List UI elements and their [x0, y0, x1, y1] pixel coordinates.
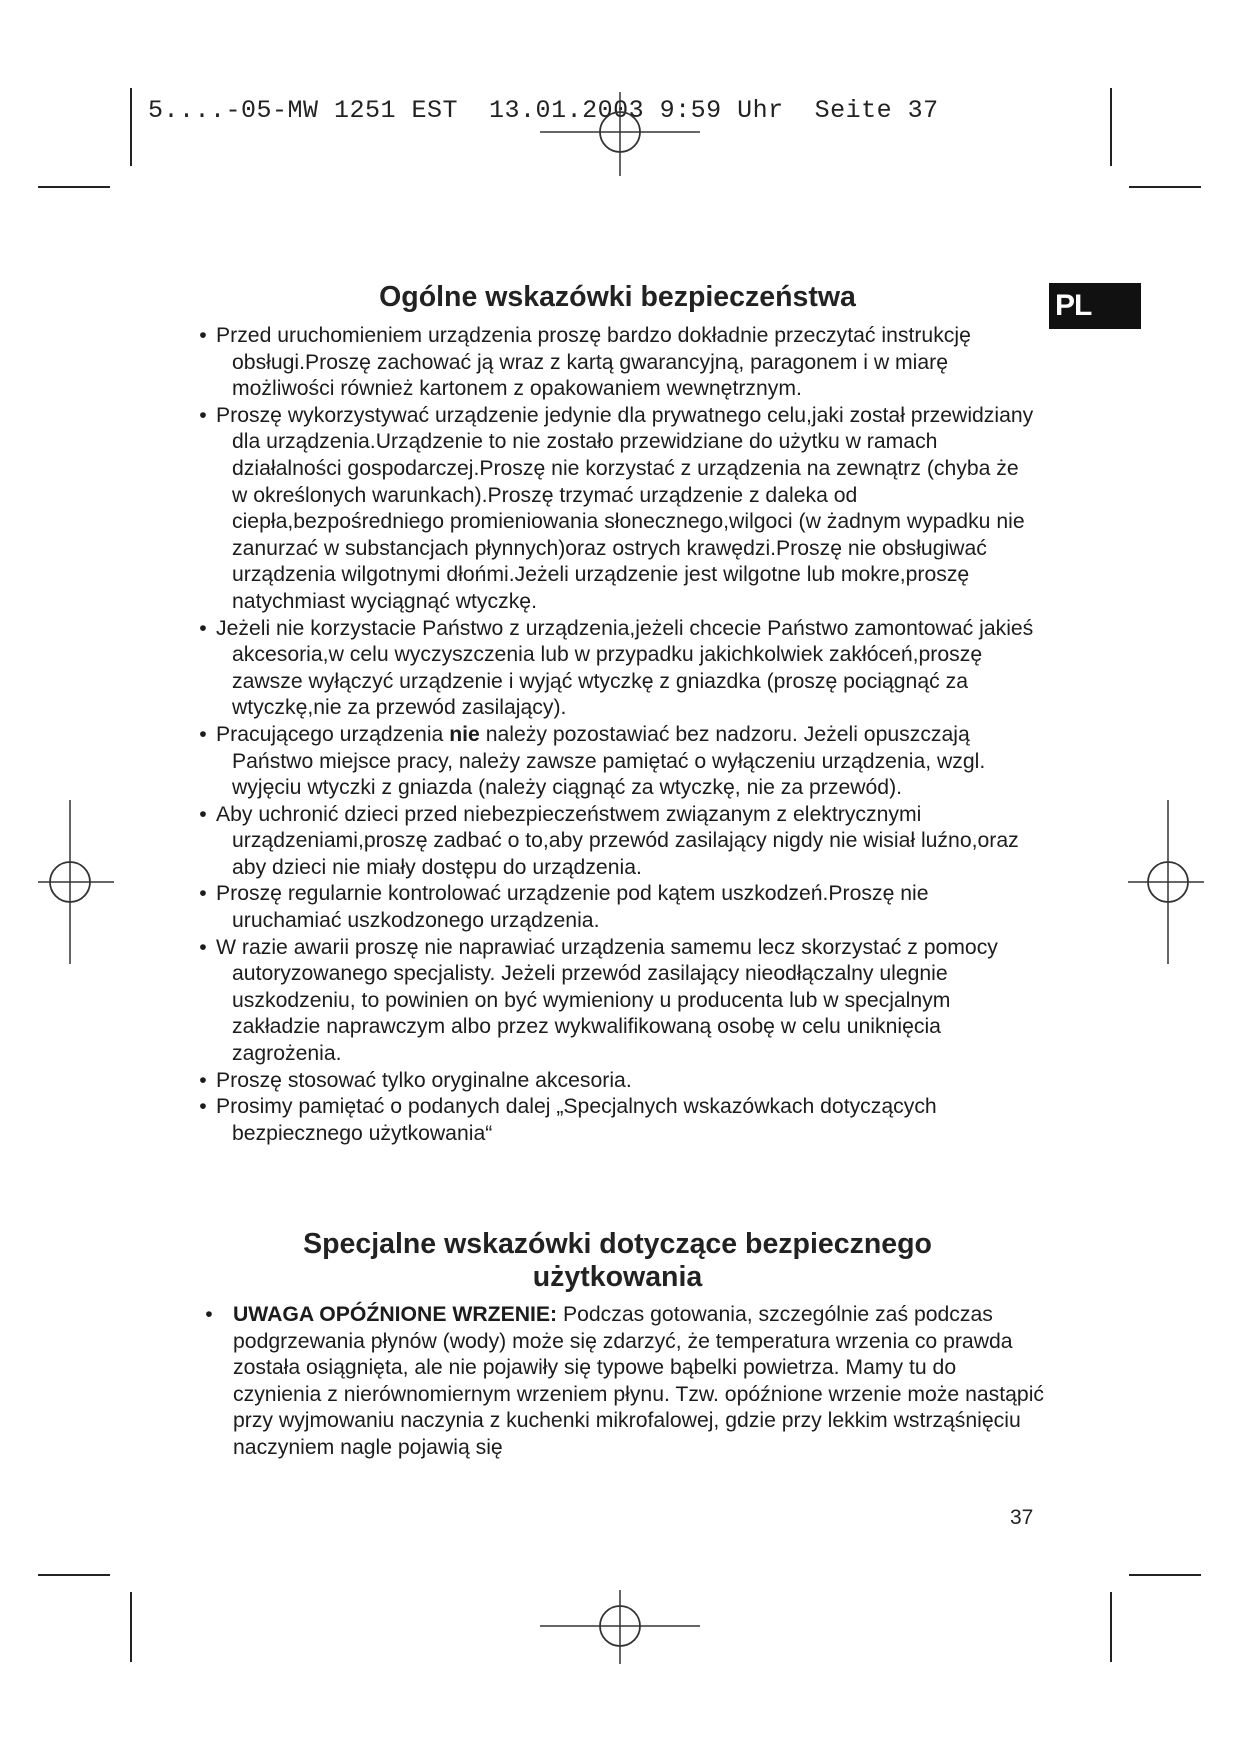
text-part: należy pozostawiać bez nadzoru. Jeżeli opuszczają Państwo miejsce pracy, należy zawsze pamiętać o wyłączeniu urządzenia, wzgl. wyjęciu wtyczki z gniazda (należy ciągnąć za wtyczkę, nie za przewód). [232, 722, 986, 800]
list-item [190, 1094, 1035, 1147]
general-safety-list [190, 323, 1035, 1147]
list-item-text: Proszę stosować tylko oryginalne akcesoria. [216, 1068, 632, 1092]
list-item-text: Proszę regularnie kontrolować urządzenie pod kątem uszkodzeń.Proszę nie uruchamiać uszkodzonego urządzenia. [216, 882, 929, 933]
list-item [190, 403, 1035, 616]
list-item-text: Aby uchronić dzieci przed niebezpieczeństwem związanym z elektrycznymi urządzeniami,proszę zadbać o to,aby przewód zasilający nigdy nie wisiał luźno,oraz aby dzieci nie miały dostępu do urządzenia. [216, 802, 1019, 879]
emphasis: UWAGA OPÓŹNIONE WRZENIE: [233, 1303, 558, 1326]
page-number: 37 [1010, 1506, 1034, 1529]
crop-mark [1110, 1592, 1112, 1662]
list-item-text: Proszę wykorzystywać urządzenie jedynie dla prywatnego celu,jaki został przewidziany dla urządzenia.Urządzenie to nie zostało przewidziane do użytku w ramach działalności gospodarczej.Proszę nie korzystać z urządzenia na zewnątrz (chyba że w określonych warunkach).Proszę trzymać urządzenie z daleka od ciepła,bezpośredniego promieniowania słonecznego,wilgoci (w żadnym wypadku nie zanurzać w substancjach płynnych)oraz ostrych krawędzi.Proszę nie obsługiwać urządzenia wilgotnymi dłońmi.Jeżeli urządzenie jest wilgotne lub mokre,proszę natychmiast wyciągnąć wtyczkę. [216, 403, 1034, 613]
crop-mark [1110, 88, 1112, 166]
list-item [190, 616, 1035, 722]
bullet: • [199, 324, 207, 347]
list-item [190, 1068, 1035, 1095]
special-safety-list [200, 1302, 1045, 1462]
list-item-text: W razie awarii proszę nie naprawiać urządzenia samemu lecz skorzystać z pomocy autoryzowanego specjalisty. Jeżeli przewód zasilający nieodłączalny ulegnie uszkodzeniu, to powinien on być wymieniony u producenta lub w specjalnym zakładzie naprawczym albo przez wykwalifikowaną osobę w celu uniknięcia zagrożenia. [216, 935, 998, 1066]
registration-mark-icon [540, 92, 700, 176]
list-item-text: Prosimy pamiętać o podanych dalej „Specjalnych wskazówkach dotyczących bezpiecznego użytkowania“ [216, 1095, 937, 1145]
list-item [190, 881, 1035, 934]
bullet: • [199, 935, 207, 959]
crop-mark [130, 1592, 132, 1662]
bullet: • [199, 882, 207, 906]
list-item [190, 323, 1035, 403]
registration-mark-icon [1128, 800, 1204, 964]
bullet: • [205, 1303, 213, 1326]
text-part: Pracującego urządzenia [216, 722, 450, 746]
bullet: • [199, 802, 207, 826]
bullet: • [199, 616, 207, 640]
text-part: Podczas gotowania, szczególnie zaś podczas podgrzewania płynów (wody) może się zdarzyć, że temperatura wrzenia co prawda została osiągnięta, ale nie pojawiły się typowe bąbelki powietrza. Mamy tu do czynienia z nierównomiernym wrzeniem płynu. Tzw. opóźnione wrzenie może nastąpić przy wyjmowaniu naczynia z kuchenki mikrofalowej, gdzie przy lekkim wstrząśnięciu naczyniem nagle pojawią się [233, 1303, 1044, 1459]
registration-mark-icon [38, 800, 114, 964]
list-item-text: Przed uruchomieniem urządzenia proszę bardzo dokładnie przeczytać instrukcję obsługi.Proszę zachować ją wraz z kartą gwarancyjną, paragonem i w miarę możliwości również kartonem z opakowaniem wewnętrznym. [216, 324, 971, 401]
list-item [190, 935, 1035, 1068]
bullet: • [199, 403, 207, 427]
crop-mark [130, 88, 132, 166]
crop-mark [1129, 1574, 1201, 1576]
crop-mark [38, 1574, 110, 1576]
bullet: • [199, 1095, 207, 1119]
list-item-text [233, 1302, 1045, 1462]
list-item [190, 802, 1035, 882]
crop-mark [1129, 186, 1201, 188]
section-title-line: Specjalne wskazówki dotyczące bezpiecznego [303, 1228, 932, 1260]
bullet: • [199, 722, 207, 746]
bullet: • [199, 1068, 207, 1092]
section-title-general-safety: Ogólne wskazówki bezpieczeństwa [379, 281, 856, 313]
section-title-line: użytkowania [532, 1261, 703, 1293]
crop-mark [38, 186, 110, 188]
list-item [190, 722, 1035, 802]
registration-mark-icon [540, 1590, 700, 1664]
list-item [200, 1302, 1045, 1462]
print-slug: 5....-05-MW 1251 EST 13.01.2003 9:59 Uhr Seite 37 [148, 96, 939, 125]
list-item-text: Jeżeli nie korzystacie Państwo z urządzenia,jeżeli chcecie Państwo zamontować jakieś akcesoria,w celu wyczyszczenia lub w przypadku jakichkolwiek zakłóceń,proszę zawsze wyłączyć urządzenie i wyjąć wtyczkę z gniazdka (proszę pociągnąć za wtyczkę,nie za przewód zasilający). [216, 616, 1034, 720]
list-item-text [216, 722, 1035, 802]
language-tab: PL [1049, 283, 1141, 329]
emphasis: nie [449, 722, 480, 746]
section-title-special-safety [190, 1228, 1045, 1294]
